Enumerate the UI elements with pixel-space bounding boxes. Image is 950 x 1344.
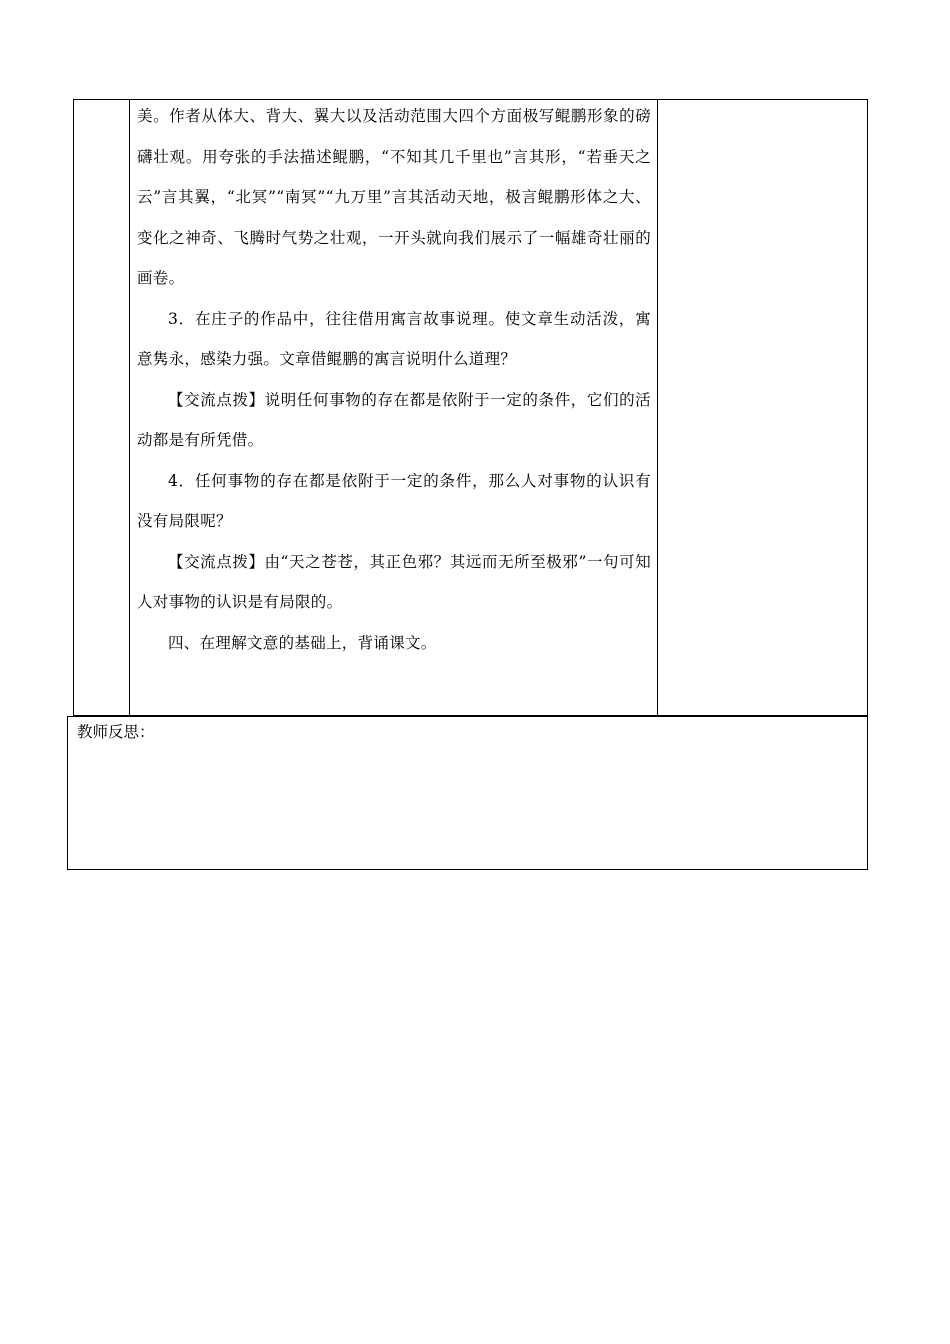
question-4: 4．任何事物的存在都是依附于一定的条件，那么人对事物的认识有没有局限呢？: [137, 471, 651, 530]
paragraph-continuation: 美。作者从体大、背大、翼大以及活动范围大四个方面极写鲲鹏形象的磅礴壮观。用夸张的手法描述鲲鹏，“不知其几千里也”言其形，“若垂天之云”言其翼，“北冥”“南冥”“九万里”言其活动天地，极言鲲鹏形体之大、变化之神奇、飞腾时气势之壮观，一开头就向我们展示了一幅雄奇壮丽的画卷。: [137, 107, 651, 287]
teacher-reflection-box: [67, 716, 868, 870]
answer-3: 【交流点拨】说明任何事物的存在都是依附于一定的条件，它们的活动都是有所凭借。: [137, 390, 651, 449]
question-3: 3．在庄子的作品中，往往借用寓言故事说理。使文章生动活泼，寓意隽永，感染力强。文章借鲲鹏的寓言说明什么道理？: [137, 309, 651, 368]
table-column-divider-left: [129, 100, 130, 715]
answer-4: 【交流点拨】由“天之苍苍，其正色邪？其远而无所至极邪”一句可知人对事物的认识是有局限的。: [137, 552, 651, 611]
table-column-divider-right: [657, 100, 658, 715]
teacher-reflection-label: 教师反思：: [77, 723, 155, 741]
section-four: 四、在理解文意的基础上，背诵课文。: [168, 633, 437, 652]
lesson-content-cell: [137, 96, 651, 663]
